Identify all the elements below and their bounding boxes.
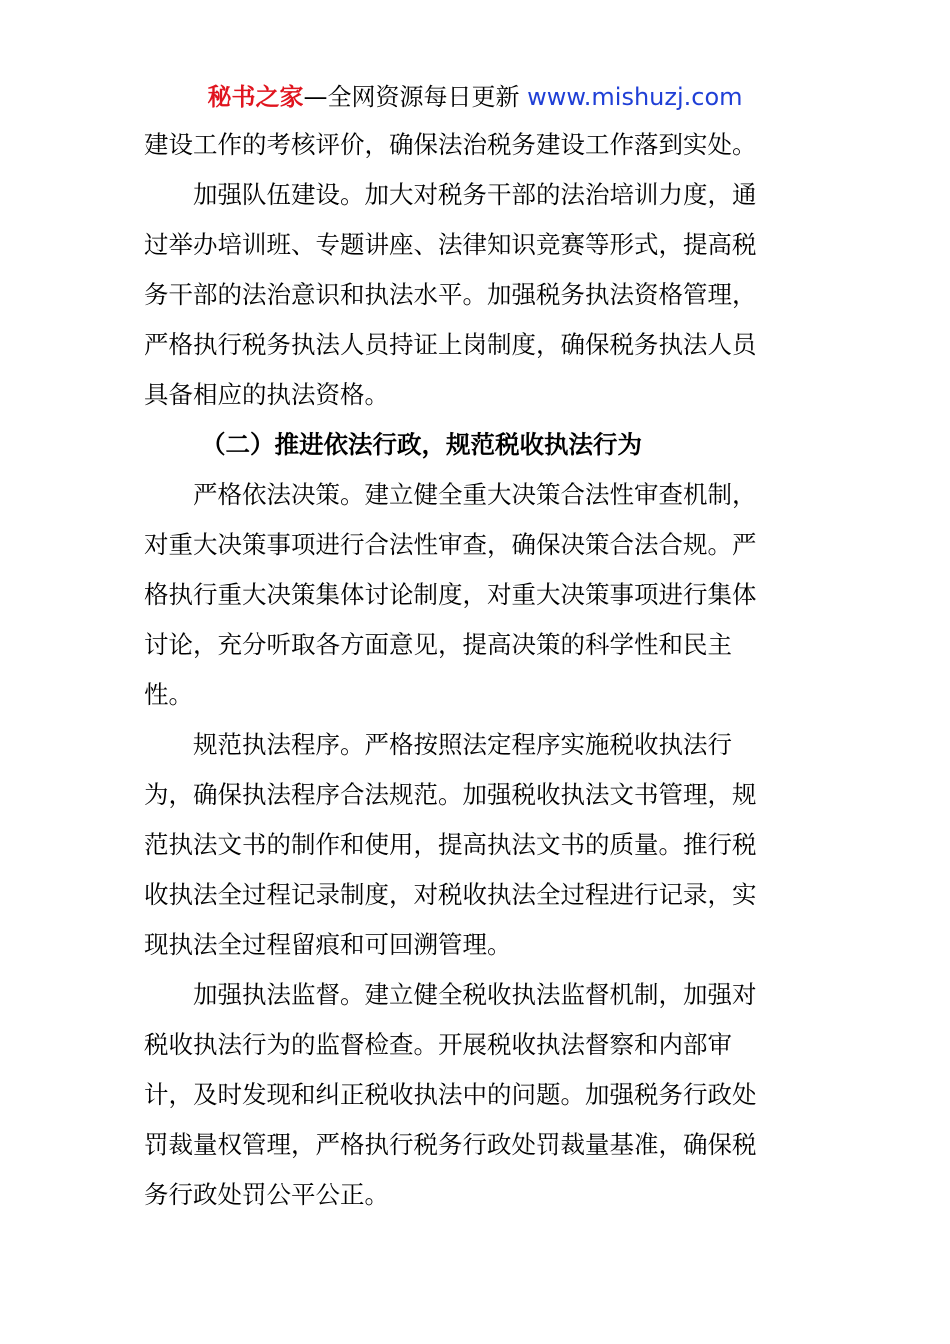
text-line: 格执行重大决策集体讨论制度，对重大决策事项进行集体 bbox=[144, 580, 757, 609]
header-slogan: —全网资源每日更新 bbox=[303, 83, 520, 111]
text-line: 性。 bbox=[144, 680, 193, 709]
text-line: 过举办培训班、专题讲座、法律知识竞赛等形式，提高税 bbox=[144, 230, 757, 259]
paragraph-start: 加强队伍建设。加大对税务干部的法治培训力度，通 bbox=[193, 180, 757, 209]
text-line: 务行政处罚公平公正。 bbox=[144, 1180, 389, 1209]
paragraph-start: 规范执法程序。严格按照法定程序实施税收执法行 bbox=[193, 730, 732, 759]
text-line: 计，及时发现和纠正税收执法中的问题。加强税务行政处 bbox=[144, 1080, 757, 1109]
paragraph-start: 加强执法监督。建立健全税收执法监督机制，加强对 bbox=[193, 980, 757, 1009]
text-line: 税收执法行为的监督检查。开展税收执法督察和内部审 bbox=[144, 1030, 732, 1059]
text-line: 具备相应的执法资格。 bbox=[144, 380, 389, 409]
paragraph-start: 严格依法决策。建立健全重大决策合法性审查机制， bbox=[193, 480, 757, 509]
site-header bbox=[0, 82, 950, 112]
brand-name: 秘书之家 bbox=[207, 83, 304, 111]
document-body bbox=[144, 120, 808, 1220]
text-line: 收执法全过程记录制度，对税收执法全过程进行记录，实 bbox=[144, 880, 757, 909]
text-line: 对重大决策事项进行合法性审查，确保决策合法合规。严 bbox=[144, 530, 757, 559]
text-line: 严格执行税务执法人员持证上岗制度，确保税务执法人员 bbox=[144, 330, 757, 359]
text-line: 现执法全过程留痕和可回溯管理。 bbox=[144, 930, 512, 959]
text-line: 为，确保执法程序合法规范。加强税收执法文书管理，规 bbox=[144, 780, 757, 809]
text-line: 讨论，充分听取各方面意见，提高决策的科学性和民主 bbox=[144, 630, 732, 659]
text-line: 罚裁量权管理，严格执行税务行政处罚裁量基准，确保税 bbox=[144, 1130, 757, 1159]
section-heading: （二）推进依法行政，规范税收执法行为 bbox=[201, 430, 642, 459]
text-line: 建设工作的考核评价，确保法治税务建设工作落到实处。 bbox=[144, 130, 757, 159]
site-url[interactable]: www.mishuzj.com bbox=[527, 83, 743, 111]
text-line: 务干部的法治意识和执法水平。加强税务执法资格管理， bbox=[144, 280, 757, 309]
text-line: 范执法文书的制作和使用，提高执法文书的质量。推行税 bbox=[144, 830, 757, 859]
